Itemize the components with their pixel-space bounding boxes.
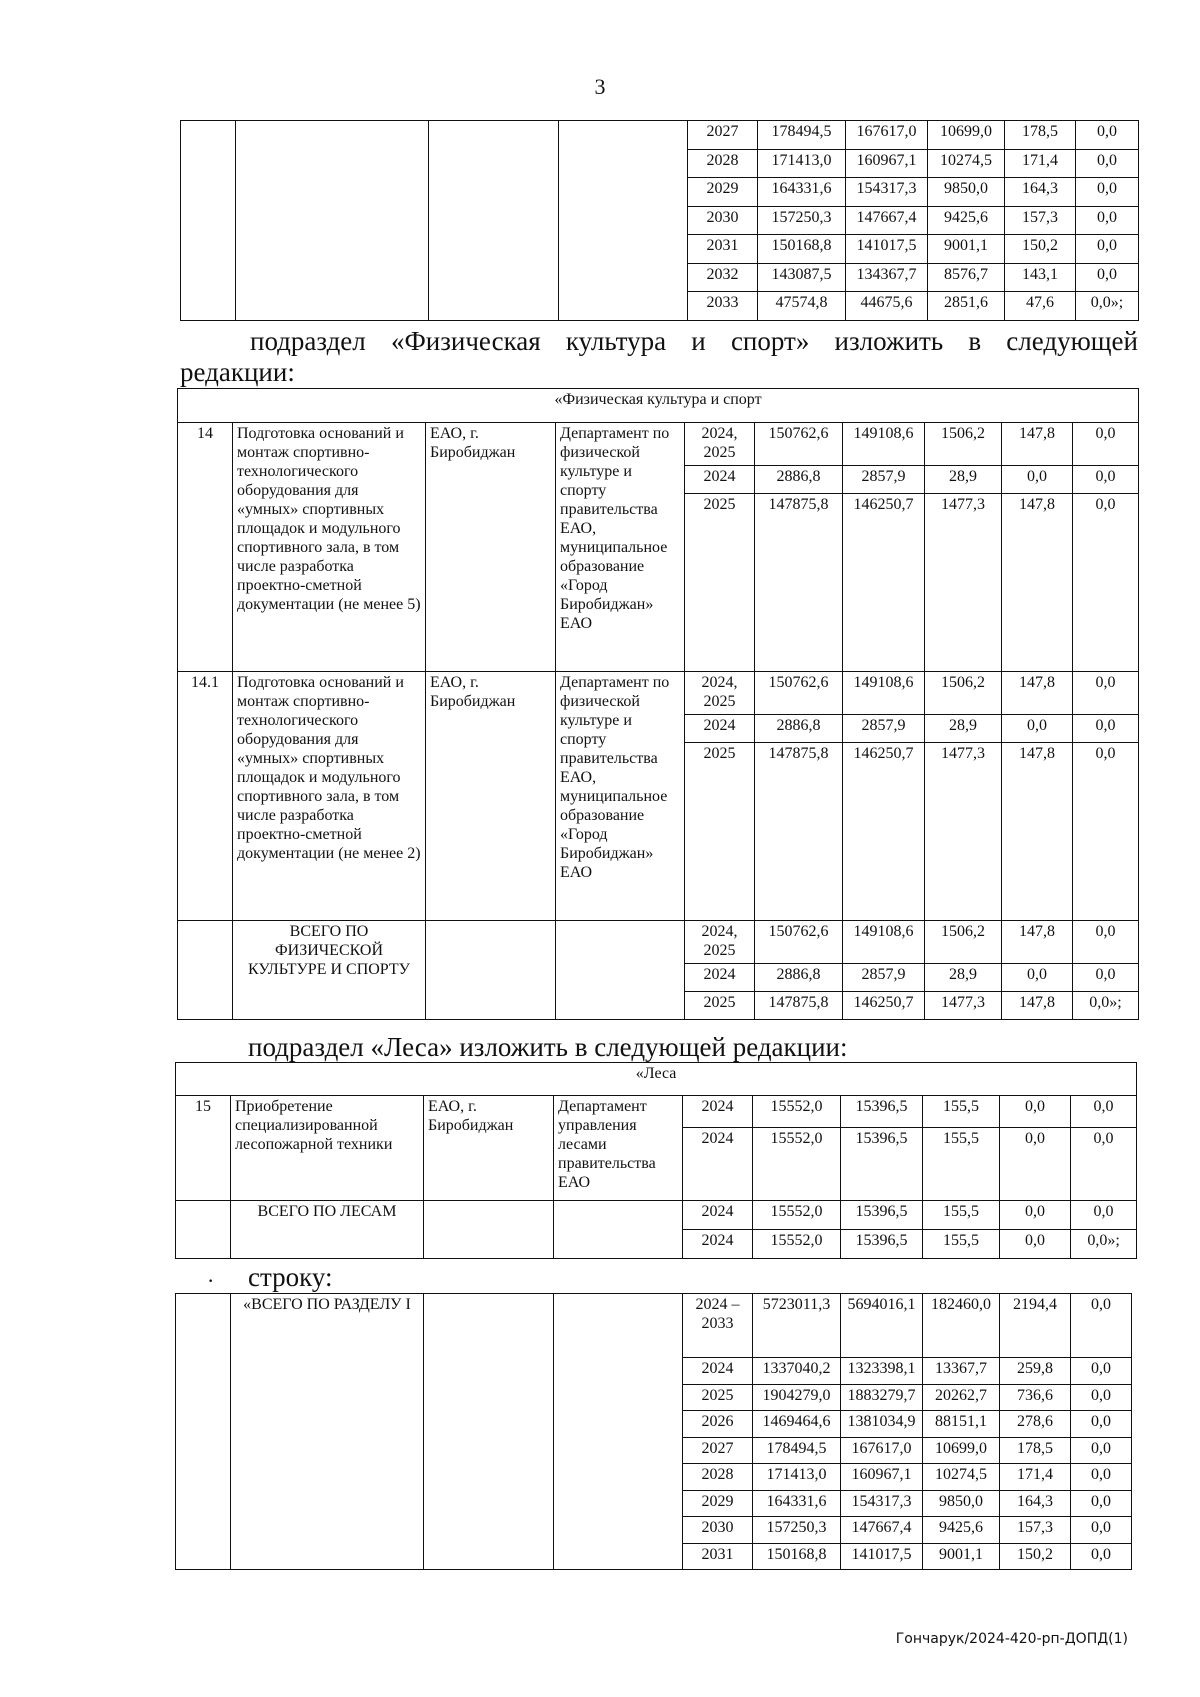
value-cell: 0,0»; bbox=[1073, 992, 1139, 1020]
value-cell: 154317,3 bbox=[846, 178, 928, 207]
item-executor: Департамент управления лесами правительства ЕАО bbox=[554, 1096, 683, 1201]
value-cell: 10274,5 bbox=[923, 1464, 1000, 1491]
value-cell: 0,0 bbox=[1073, 964, 1139, 992]
empty-cell bbox=[181, 121, 236, 321]
value-cell: 278,6 bbox=[1000, 1411, 1071, 1438]
year-cell: 2030 bbox=[683, 1517, 753, 1544]
value-cell: 149108,6 bbox=[843, 921, 925, 964]
year-cell: 2026 bbox=[683, 1411, 753, 1438]
value-cell: 28,9 bbox=[925, 466, 1002, 494]
value-cell: 146250,7 bbox=[843, 743, 925, 921]
value-cell: 0,0 bbox=[1071, 1411, 1132, 1438]
value-cell: 0,0 bbox=[1076, 121, 1139, 150]
value-cell: 0,0 bbox=[1071, 1437, 1132, 1464]
year-cell: 2024, 2025 bbox=[685, 921, 755, 964]
value-cell: 150,2 bbox=[1000, 1543, 1071, 1570]
empty-cell bbox=[236, 121, 429, 321]
year-cell: 2024 – 2033 bbox=[683, 1294, 753, 1358]
empty-cell bbox=[178, 921, 233, 1020]
value-cell: 171,4 bbox=[1005, 149, 1076, 178]
year-cell: 2024 bbox=[685, 715, 755, 743]
value-cell: 178494,5 bbox=[753, 1437, 841, 1464]
value-cell: 2886,8 bbox=[755, 715, 843, 743]
empty-cell bbox=[426, 921, 556, 1020]
value-cell: 157,3 bbox=[1005, 206, 1076, 235]
value-cell: 150762,6 bbox=[755, 921, 843, 964]
table-forest bbox=[175, 1062, 1137, 1259]
empty-cell bbox=[176, 1201, 231, 1259]
value-cell: 182460,0 bbox=[923, 1294, 1000, 1358]
empty-cell bbox=[424, 1294, 554, 1570]
value-cell: 178,5 bbox=[1000, 1437, 1071, 1464]
value-cell: 150,2 bbox=[1005, 235, 1076, 264]
value-cell: 0,0 bbox=[1071, 1517, 1132, 1544]
value-cell: 1904279,0 bbox=[753, 1384, 841, 1411]
year-cell: 2025 bbox=[685, 494, 755, 672]
value-cell: 5723011,3 bbox=[753, 1294, 841, 1358]
value-cell: 164,3 bbox=[1005, 178, 1076, 207]
value-cell: 0,0»; bbox=[1076, 292, 1139, 321]
value-cell: 15396,5 bbox=[841, 1201, 923, 1230]
value-cell: 1469464,6 bbox=[753, 1411, 841, 1438]
empty-cell bbox=[554, 1201, 683, 1259]
year-cell: 2030 bbox=[688, 206, 758, 235]
value-cell: 147667,4 bbox=[846, 206, 928, 235]
year-cell: 2024 bbox=[683, 1230, 753, 1259]
year-cell: 2029 bbox=[683, 1490, 753, 1517]
value-cell: 143087,5 bbox=[758, 263, 846, 292]
value-cell: 9850,0 bbox=[923, 1490, 1000, 1517]
value-cell: 1506,2 bbox=[925, 423, 1002, 466]
year-cell: 2025 bbox=[685, 992, 755, 1020]
value-cell: 1506,2 bbox=[925, 672, 1002, 715]
value-cell: 147,8 bbox=[1002, 992, 1073, 1020]
value-cell: 9001,1 bbox=[923, 1543, 1000, 1570]
value-cell: 0,0 bbox=[1071, 1384, 1132, 1411]
value-cell: 150168,8 bbox=[758, 235, 846, 264]
item-number: 14.1 bbox=[178, 672, 233, 921]
value-cell: 259,8 bbox=[1000, 1358, 1071, 1385]
value-cell: 88151,1 bbox=[923, 1411, 1000, 1438]
value-cell: 0,0 bbox=[1071, 1464, 1132, 1491]
value-cell: 2886,8 bbox=[755, 466, 843, 494]
value-cell: 0,0 bbox=[1076, 206, 1139, 235]
value-cell: 178494,5 bbox=[758, 121, 846, 150]
paragraph-row: строку: bbox=[248, 1262, 333, 1292]
bullet-mark: · bbox=[207, 1268, 215, 1293]
year-cell: 2027 bbox=[683, 1437, 753, 1464]
value-cell: 1477,3 bbox=[925, 743, 1002, 921]
value-cell: 155,5 bbox=[923, 1096, 1000, 1128]
value-cell: 141017,5 bbox=[841, 1543, 923, 1570]
value-cell: 20262,7 bbox=[923, 1384, 1000, 1411]
item-number: 14 bbox=[178, 423, 233, 672]
value-cell: 0,0 bbox=[1073, 743, 1139, 921]
value-cell: 2857,9 bbox=[843, 964, 925, 992]
value-cell: 164331,6 bbox=[753, 1490, 841, 1517]
value-cell: 9850,0 bbox=[928, 178, 1005, 207]
value-cell: 178,5 bbox=[1005, 121, 1076, 150]
year-cell: 2024, 2025 bbox=[685, 672, 755, 715]
value-cell: 150762,6 bbox=[755, 672, 843, 715]
value-cell: 0,0 bbox=[1000, 1230, 1071, 1259]
value-cell: 164,3 bbox=[1000, 1490, 1071, 1517]
value-cell: 15552,0 bbox=[753, 1201, 841, 1230]
value-cell: 171413,0 bbox=[753, 1464, 841, 1491]
value-cell: 160967,1 bbox=[846, 149, 928, 178]
value-cell: 10274,5 bbox=[928, 149, 1005, 178]
year-cell: 2024, 2025 bbox=[685, 423, 755, 466]
value-cell: 157250,3 bbox=[753, 1517, 841, 1544]
value-cell: 1381034,9 bbox=[841, 1411, 923, 1438]
value-cell: 160967,1 bbox=[841, 1464, 923, 1491]
value-cell: 15552,0 bbox=[753, 1230, 841, 1259]
value-cell: 0,0 bbox=[1073, 672, 1139, 715]
value-cell: 155,5 bbox=[923, 1201, 1000, 1230]
item-place: ЕАО, г. Биробиджан bbox=[424, 1096, 554, 1201]
value-cell: 155,5 bbox=[923, 1128, 1000, 1201]
value-cell: 146250,7 bbox=[843, 992, 925, 1020]
value-cell: 1477,3 bbox=[925, 992, 1002, 1020]
section-total-label: «ВСЕГО ПО РАЗДЕЛУ I bbox=[231, 1294, 424, 1570]
value-cell: 0,0 bbox=[1000, 1096, 1071, 1128]
value-cell: 2851,6 bbox=[928, 292, 1005, 321]
value-cell: 0,0 bbox=[1071, 1543, 1132, 1570]
value-cell: 141017,5 bbox=[846, 235, 928, 264]
value-cell: 0,0 bbox=[1073, 921, 1139, 964]
year-cell: 2032 bbox=[688, 263, 758, 292]
year-cell: 2028 bbox=[688, 149, 758, 178]
year-cell: 2024 bbox=[683, 1201, 753, 1230]
value-cell: 47,6 bbox=[1005, 292, 1076, 321]
value-cell: 0,0 bbox=[1000, 1201, 1071, 1230]
value-cell: 1883279,7 bbox=[841, 1384, 923, 1411]
item-name: Подготовка оснований и монтаж спортивно-технологического оборудования для «умных» спортивных площадок и модульного спортивного зала, в том числе разработка проектно-сметной документации (не менее 5) bbox=[233, 423, 426, 672]
value-cell: 44675,6 bbox=[846, 292, 928, 321]
value-cell: 2857,9 bbox=[843, 715, 925, 743]
value-cell: 15552,0 bbox=[753, 1128, 841, 1201]
value-cell: 150168,8 bbox=[753, 1543, 841, 1570]
value-cell: 1323398,1 bbox=[841, 1358, 923, 1385]
empty-cell bbox=[554, 1294, 683, 1570]
page-number: 3 bbox=[594, 74, 606, 99]
value-cell: 2857,9 bbox=[843, 466, 925, 494]
table-continuation bbox=[180, 120, 1139, 321]
year-cell: 2024 bbox=[685, 964, 755, 992]
value-cell: 15396,5 bbox=[841, 1096, 923, 1128]
value-cell: 0,0 bbox=[1073, 494, 1139, 672]
value-cell: 10699,0 bbox=[923, 1437, 1000, 1464]
item-place: ЕАО, г. Биробиджан bbox=[426, 423, 556, 672]
value-cell: 0,0 bbox=[1071, 1294, 1132, 1358]
value-cell: 5694016,1 bbox=[841, 1294, 923, 1358]
item-executor: Департамент по физической культуре и спорту правительства ЕАО, муниципальное образование «Город Биробиджан» ЕАО bbox=[556, 423, 685, 672]
value-cell: 1337040,2 bbox=[753, 1358, 841, 1385]
value-cell: 147,8 bbox=[1002, 423, 1073, 466]
sport-section-header: «Физическая культура и спорт bbox=[178, 389, 1139, 423]
value-cell: 0,0 bbox=[1073, 423, 1139, 466]
value-cell: 147,8 bbox=[1002, 494, 1073, 672]
value-cell: 171,4 bbox=[1000, 1464, 1071, 1491]
year-cell: 2033 bbox=[688, 292, 758, 321]
value-cell: 143,1 bbox=[1005, 263, 1076, 292]
year-cell: 2027 bbox=[688, 121, 758, 150]
value-cell: 147875,8 bbox=[755, 494, 843, 672]
value-cell: 167617,0 bbox=[841, 1437, 923, 1464]
value-cell: 9001,1 bbox=[928, 235, 1005, 264]
value-cell: 15396,5 bbox=[841, 1230, 923, 1259]
value-cell: 15396,5 bbox=[841, 1128, 923, 1201]
value-cell: 0,0 bbox=[1073, 466, 1139, 494]
value-cell: 47574,8 bbox=[758, 292, 846, 321]
table-section-total bbox=[175, 1293, 1132, 1570]
value-cell: 2886,8 bbox=[755, 964, 843, 992]
year-cell: 2031 bbox=[688, 235, 758, 264]
value-cell: 154317,3 bbox=[841, 1490, 923, 1517]
value-cell: 157,3 bbox=[1000, 1517, 1071, 1544]
value-cell: 155,5 bbox=[923, 1230, 1000, 1259]
item-executor: Департамент по физической культуре и спорту правительства ЕАО, муниципальное образование «Город Биробиджан» ЕАО bbox=[556, 672, 685, 921]
value-cell: 0,0 bbox=[1076, 263, 1139, 292]
value-cell: 8576,7 bbox=[928, 263, 1005, 292]
year-cell: 2024 bbox=[685, 466, 755, 494]
value-cell: 0,0 bbox=[1073, 715, 1139, 743]
total-label: ВСЕГО ПО ЛЕСАМ bbox=[231, 1201, 424, 1259]
value-cell: 0,0 bbox=[1000, 1128, 1071, 1201]
value-cell: 147,8 bbox=[1002, 743, 1073, 921]
value-cell: 9425,6 bbox=[923, 1517, 1000, 1544]
value-cell: 28,9 bbox=[925, 715, 1002, 743]
value-cell: 147667,4 bbox=[841, 1517, 923, 1544]
item-name: Подготовка оснований и монтаж спортивно-технологического оборудования для «умных» спортивных площадок и модульного спортивного зала, в том числе разработка проектно-сметной документации (не менее 2) bbox=[233, 672, 426, 921]
value-cell: 147,8 bbox=[1002, 921, 1073, 964]
empty-cell bbox=[429, 121, 559, 321]
value-cell: 147875,8 bbox=[755, 743, 843, 921]
year-cell: 2028 bbox=[683, 1464, 753, 1491]
table-sport bbox=[177, 388, 1139, 1020]
value-cell: 147875,8 bbox=[755, 992, 843, 1020]
paragraph-forest: подраздел «Леса» изложить в следующей редакции: bbox=[248, 1032, 848, 1062]
value-cell: 28,9 bbox=[925, 964, 1002, 992]
item-place: ЕАО, г. Биробиджан bbox=[426, 672, 556, 921]
value-cell: 10699,0 bbox=[928, 121, 1005, 150]
year-cell: 2025 bbox=[685, 743, 755, 921]
value-cell: 0,0 bbox=[1071, 1096, 1137, 1128]
value-cell: 167617,0 bbox=[846, 121, 928, 150]
value-cell: 0,0 bbox=[1071, 1358, 1132, 1385]
value-cell: 0,0»; bbox=[1071, 1230, 1137, 1259]
year-cell: 2024 bbox=[683, 1096, 753, 1128]
value-cell: 150762,6 bbox=[755, 423, 843, 466]
value-cell: 13367,7 bbox=[923, 1358, 1000, 1385]
value-cell: 0,0 bbox=[1002, 715, 1073, 743]
value-cell: 147,8 bbox=[1002, 672, 1073, 715]
document-reference: Гончарук/2024-420-рп-ДОПД(1) bbox=[895, 1631, 1128, 1647]
value-cell: 0,0 bbox=[1076, 149, 1139, 178]
empty-cell bbox=[176, 1294, 231, 1570]
value-cell: 0,0 bbox=[1002, 466, 1073, 494]
paragraph-sport-line2: редакции: bbox=[180, 357, 295, 387]
year-cell: 2025 bbox=[683, 1384, 753, 1411]
value-cell: 149108,6 bbox=[843, 672, 925, 715]
value-cell: 0,0 bbox=[1076, 178, 1139, 207]
value-cell: 736,6 bbox=[1000, 1384, 1071, 1411]
empty-cell bbox=[556, 921, 685, 1020]
year-cell: 2031 bbox=[683, 1543, 753, 1570]
value-cell: 0,0 bbox=[1002, 964, 1073, 992]
value-cell: 0,0 bbox=[1071, 1490, 1132, 1517]
total-label: ВСЕГО ПО ФИЗИЧЕСКОЙ КУЛЬТУРЕ И СПОРТУ bbox=[233, 921, 426, 1020]
forest-section-header: «Леса bbox=[176, 1063, 1137, 1096]
year-cell: 2024 bbox=[683, 1358, 753, 1385]
empty-cell bbox=[559, 121, 688, 321]
value-cell: 0,0 bbox=[1071, 1201, 1137, 1230]
item-name: Приобретение специализированной лесопожарной техники bbox=[231, 1096, 424, 1201]
paragraph-sport-line1: подраздел «Физическая культура и спорт» изложить в следующей bbox=[250, 326, 1138, 356]
value-cell: 15552,0 bbox=[753, 1096, 841, 1128]
value-cell: 0,0 bbox=[1076, 235, 1139, 264]
empty-cell bbox=[424, 1201, 554, 1259]
year-cell: 2029 bbox=[688, 178, 758, 207]
value-cell: 2194,4 bbox=[1000, 1294, 1071, 1358]
value-cell: 0,0 bbox=[1071, 1128, 1137, 1201]
value-cell: 171413,0 bbox=[758, 149, 846, 178]
item-number: 15 bbox=[176, 1096, 231, 1201]
value-cell: 146250,7 bbox=[843, 494, 925, 672]
year-cell: 2024 bbox=[683, 1128, 753, 1201]
value-cell: 1477,3 bbox=[925, 494, 1002, 672]
value-cell: 1506,2 bbox=[925, 921, 1002, 964]
value-cell: 134367,7 bbox=[846, 263, 928, 292]
value-cell: 157250,3 bbox=[758, 206, 846, 235]
value-cell: 164331,6 bbox=[758, 178, 846, 207]
value-cell: 9425,6 bbox=[928, 206, 1005, 235]
value-cell: 149108,6 bbox=[843, 423, 925, 466]
